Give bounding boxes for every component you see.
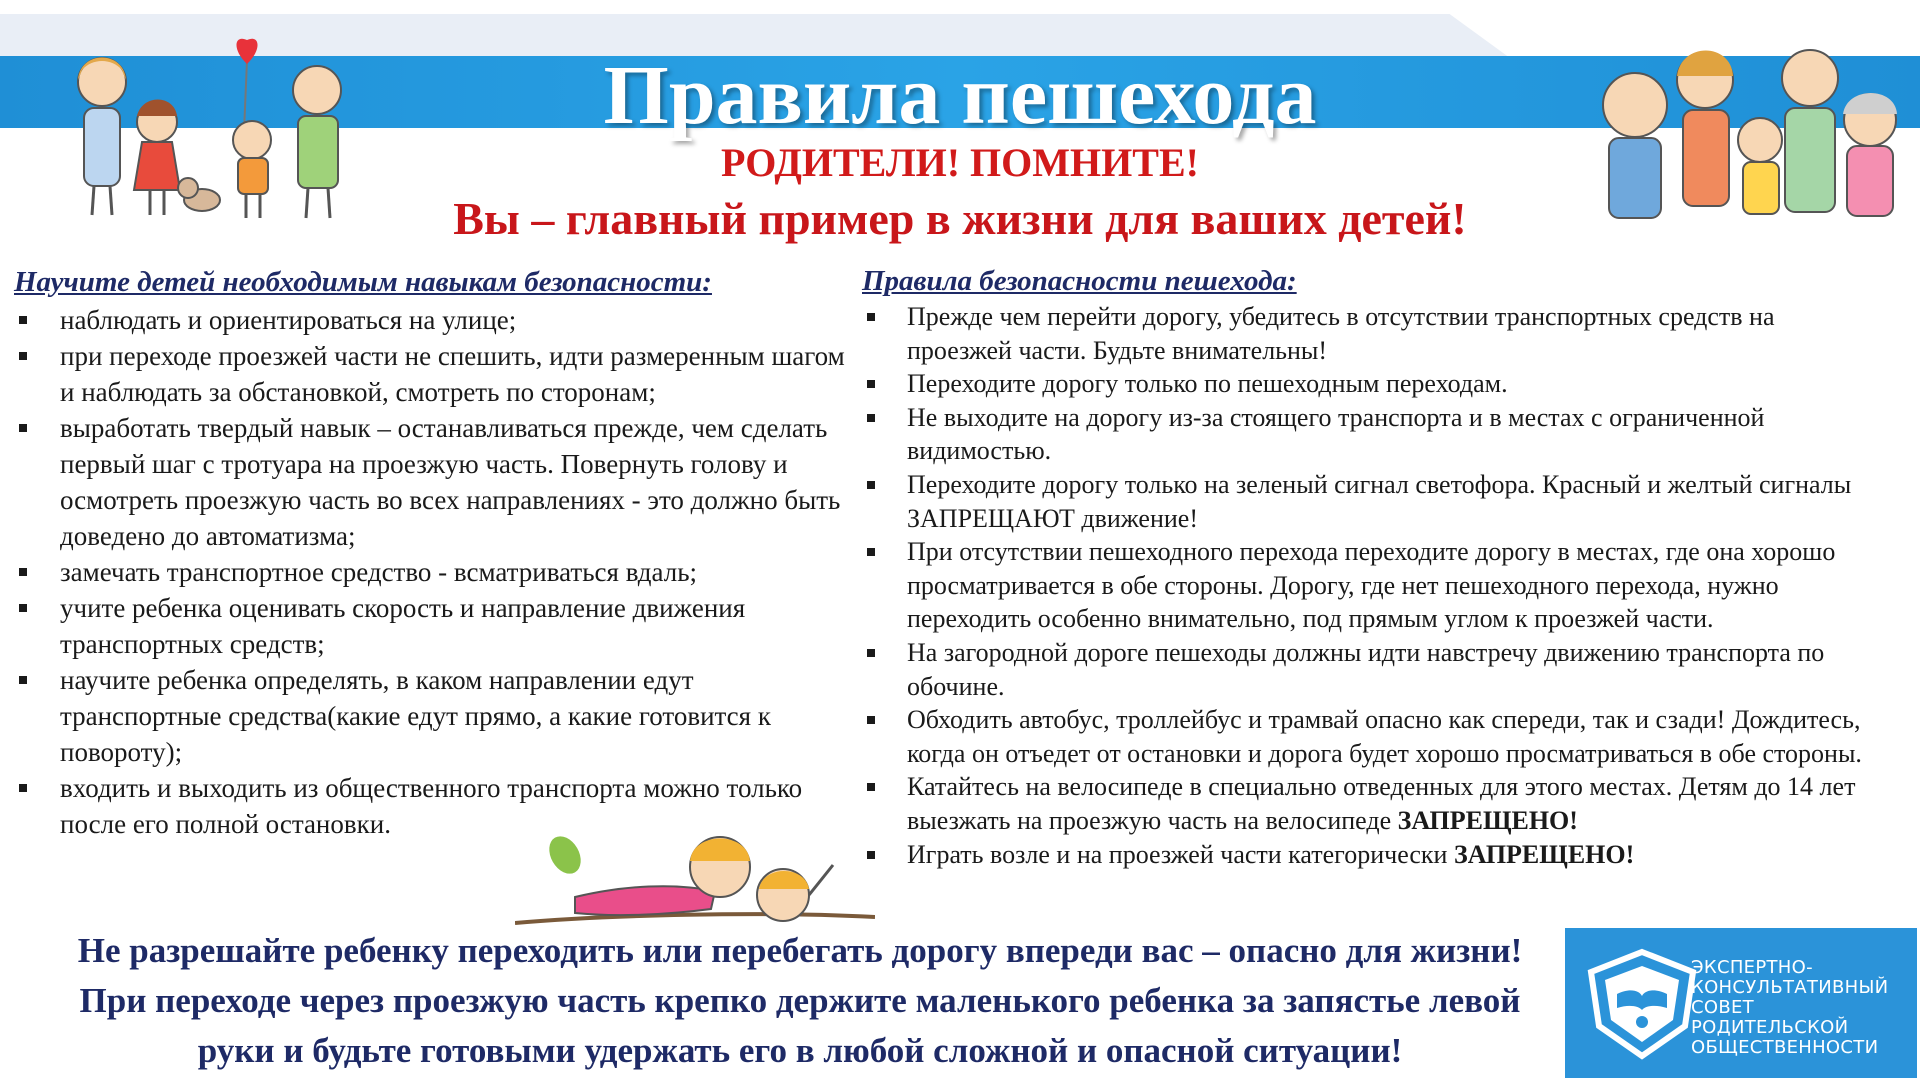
kids-illustration <box>515 805 875 935</box>
pedestrian-rules-list <box>862 300 1882 871</box>
list-item: Переходите дорогу только на зеленый сигнал светофора. Красный и желтый сигналы ЗАПРЕЩАЮТ движение! <box>862 468 1882 535</box>
list-item-text: Играть возле и на проезжей части категорически <box>907 839 1454 869</box>
council-emblem-icon <box>1583 948 1701 1060</box>
safety-skills-list <box>14 302 854 842</box>
list-item: На загородной дороге пешеходы должны идти навстречу движению транспорта по обочине. <box>862 636 1882 703</box>
list-item: выработать твердый навык – останавливаться прежде, чем сделать первый шаг с тротуара на проезжую часть. Повернуть голову и осмотреть проезжую часть во всех направлениях - это должно быть доведено до автоматизма; <box>14 410 854 554</box>
logo-text-line: СОВЕТ <box>1691 997 1754 1018</box>
logo-text-line: ОБЩЕСТВЕННОСТИ <box>1691 1037 1879 1058</box>
footer-line: Не разрешайте ребенку переходить или перебегать дорогу впереди вас – опасно для жизни! <box>77 931 1523 970</box>
logo-text-line: ЭКСПЕРТНО- <box>1691 957 1813 978</box>
logo-text-line: РОДИТЕЛЬСКОЙ <box>1691 1017 1849 1038</box>
logo-text <box>1691 958 1916 1058</box>
list-item: Переходите дорогу только по пешеходным переходам. <box>862 367 1882 401</box>
prohibited-emphasis: ЗАПРЕЩЕНО! <box>1397 805 1578 835</box>
footer-line: При переходе через проезжую часть крепко держите маленького ребенка за запястье левой <box>79 981 1521 1020</box>
list-item: Не выходите на дорогу из-за стоящего транспорта и в местах с ограниченной видимостью. <box>862 401 1882 468</box>
page-title: Правила пешехода <box>603 49 1317 142</box>
footer-warning <box>0 926 1600 1076</box>
list-item: входить и выходить из общественного транспорта можно только после его полной остановки. <box>14 770 854 842</box>
list-item: Прежде чем перейти дорогу, убедитесь в отсутствии транспортных средств на проезжей части. Будьте внимательны! <box>862 300 1882 367</box>
left-column <box>14 262 854 842</box>
logo-text-line: КОНСУЛЬТАТИВНЫЙ <box>1691 977 1889 998</box>
list-item: наблюдать и ориентироваться на улице; <box>14 302 854 338</box>
list-item: замечать транспортное средство - всматриваться вдаль; <box>14 554 854 590</box>
list-item: учите ребенка оценивать скорость и направление движения транспортных средств; <box>14 590 854 662</box>
list-item: при переходе проезжей части не спешить, идти размеренным шагом и наблюдать за обстановкой, смотреть по сторонам; <box>14 338 854 410</box>
parents-remember-subtitle: РОДИТЕЛИ! ПОМНИТЕ! <box>721 140 1199 185</box>
list-item <box>862 770 1882 837</box>
right-column <box>862 262 1882 871</box>
council-logo <box>1565 928 1917 1078</box>
prohibited-emphasis: ЗАПРЕЩЕНО! <box>1453 839 1635 869</box>
list-item <box>862 838 1882 872</box>
left-column-heading: Научите детей необходимым навыкам безопасности: <box>14 266 712 298</box>
list-item-text: Катайтесь на велосипеде в специально отведенных для этого местах. Детям до 14 лет выезжать на проезжую часть на велосипеде <box>907 772 1856 835</box>
list-item: При отсутствии пешеходного перехода переходите дорогу в местах, где она хорошо просматривается в обе стороны. Дорогу, где нет пешеходного перехода, нужно переходить особенно внимательно, под прямым углом к проезжей части. <box>862 535 1882 636</box>
list-item: научите ребенка определять, в каком направлении едут транспортные средства(какие едут прямо, а какие готовится к повороту); <box>14 662 854 770</box>
footer-line: руки и будьте готовыми удержать его в любой сложной и опасной ситуации! <box>197 1031 1403 1070</box>
main-example-subtitle: Вы – главный пример в жизни для ваших детей! <box>453 193 1467 244</box>
list-item: Обходить автобус, троллейбус и трамвай опасно как спереди, так и сзади! Дождитесь, когда он отъедет от остановки и дорога будет хорошо просматриваться в обе стороны. <box>862 703 1882 770</box>
right-column-heading: Правила безопасности пешехода: <box>862 265 1297 297</box>
